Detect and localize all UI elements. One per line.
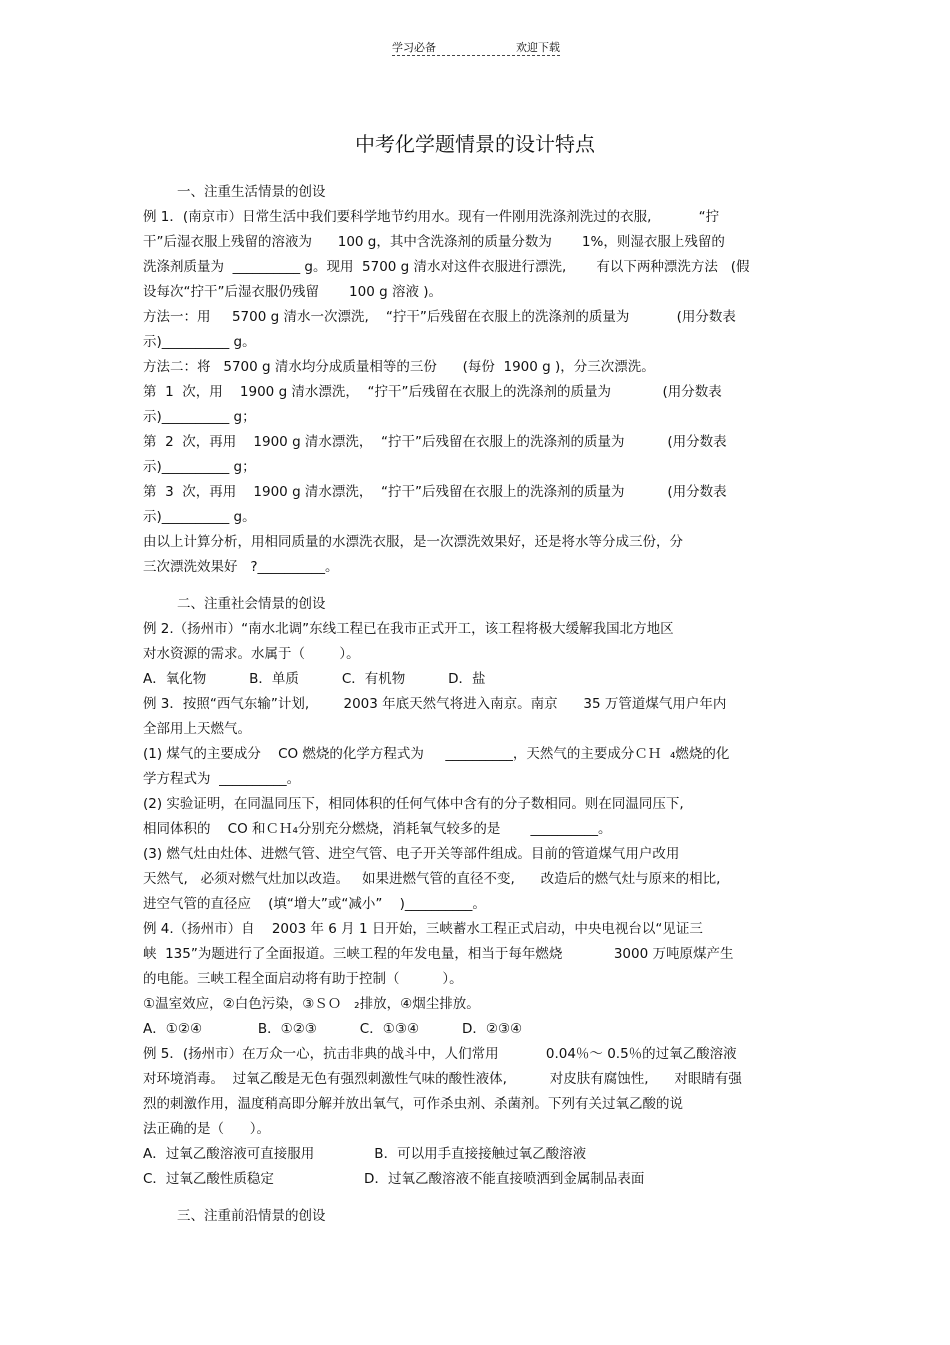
- section-heading: 三、注重前沿情景的创设: [177, 1208, 326, 1224]
- text-line: 的电能。三峡工程全面启动将有助于控制（ ）。: [143, 971, 463, 987]
- text-line: 由以上计算分析，用相同质量的水漂洗衣服，是一次漂洗效果好，还是将水等分成三份，分: [143, 534, 683, 550]
- text-line: 干”后湿衣服上残留的溶液为 100 g，其中含洗涤剂的质量分数为 1%，则湿衣服上残留的: [143, 234, 725, 250]
- section-2-body: [143, 617, 808, 1192]
- text-line: 烈的刺激作用，温度稍高即分解并放出氧气，可作杀虫剂、杀菌剂。下列有关过氧乙酸的说: [143, 1096, 683, 1112]
- header-right: 欢迎下载: [516, 41, 560, 54]
- text-line: 学方程式为 __________。: [143, 771, 301, 787]
- text-line: 全部用上天燃气。: [143, 721, 251, 737]
- text-line: C．过氧乙酸性质稳定 D．过氧乙酸溶液不能直接喷洒到金属制品表面: [143, 1171, 645, 1187]
- text-line: 峡 135”为题进行了全面报道。三峡工程的年发电量，相当于每年燃烧 3000 万吨原煤产生: [143, 946, 734, 962]
- text-line: 天然气, 必须对燃气灶加以改造。 如果进燃气管的直径不变, 改造后的燃气灶与原来的相比,: [143, 871, 721, 887]
- text-line: 设每次“拧干”后湿衣服仍残留 100 g 溶液 )。: [143, 284, 443, 300]
- document-body: [143, 180, 808, 1229]
- text-line: 例 5．(扬州市）在万众一心，抗击非典的战斗中，人们常用 0.04％～ 0.5％的过氧乙酸溶液: [143, 1046, 737, 1062]
- header-divider: [392, 55, 560, 56]
- text-line: 相同体积的 CO 和ＣＨ₄分别充分燃烧，消耗氧气较多的是 __________。: [143, 821, 612, 837]
- text-line: 三次漂洗效果好 ?__________。: [143, 559, 339, 575]
- section-1-body: [143, 205, 808, 580]
- text-line: 方法二：将 5700 g 清水均分成质量相等的三份 (每份 1900 g )，分三次漂洗。: [143, 359, 655, 375]
- text-line: 第 1 次，用 1900 g 清水漂洗， “拧干”后残留在衣服上的洗涤剂的质量为 (用分数表: [143, 384, 722, 400]
- text-line: 示)__________ g；: [143, 459, 256, 475]
- text-line: A．氧化物 B．单质 C．有机物 D．盐: [143, 671, 486, 687]
- text-line: 例 4.（扬州市）自 2003 年 6 月 1 日开始，三峡蓄水工程正式启动，中央电视台以“见证三: [143, 921, 703, 937]
- text-line: 对水资源的需求。水属于（ ）。: [143, 646, 360, 662]
- text-line: 法正确的是（ ）。: [143, 1121, 270, 1137]
- text-line: 例 1．(南京市）日常生活中我们要科学地节约用水。现有一件刚用洗涤剂洗过的衣服, “拧: [143, 209, 720, 225]
- text-line: (1) 煤气的主要成分 CO 燃烧的化学方程式为 __________，天然气的主要成分ＣＨ ₄燃烧的化: [143, 746, 730, 762]
- text-line: 示)__________ g；: [143, 409, 256, 425]
- document-title: 中考化学题情景的设计特点: [355, 132, 595, 156]
- text-line: 进空气管的直径应 (填“增大”或“减小” )__________。: [143, 896, 486, 912]
- text-line: (2) 实验证明，在同温同压下，相同体积的任何气体中含有的分子数相同。则在同温同压下,: [143, 796, 684, 812]
- text-line: 对环境消毒。 过氧乙酸是无色有强烈刺激性气味的酸性液体, 对皮肤有腐蚀性, 对眼睛有强: [143, 1071, 742, 1087]
- section-heading: 二、注重社会情景的创设: [177, 596, 326, 612]
- text-line: 例 3．按照“西气东输”计划, 2003 年底天然气将进入南京。南京 35 万管道煤气用户年内: [143, 696, 727, 712]
- text-line: 洗涤剂质量为 __________ g。现用 5700 g 清水对这件衣服进行漂洗, 有以下两种漂洗方法 (假: [143, 259, 750, 275]
- text-line: (3) 燃气灶由灶体、进燃气管、进空气管、电子开关等部件组成。目前的管道煤气用户改用: [143, 846, 680, 862]
- text-line: 例 2.（扬州市）“南水北调”东线工程已在我市正式开工，该工程将极大缓解我国北方地区: [143, 621, 674, 637]
- text-line: 示)__________ g。: [143, 334, 256, 350]
- text-line: A．过氧乙酸溶液可直接服用 B．可以用手直接接触过氧乙酸溶液: [143, 1146, 587, 1162]
- section-heading: 一、注重生活情景的创设: [177, 184, 326, 200]
- text-line: 示)__________ g。: [143, 509, 256, 525]
- text-line: ①温室效应，②白色污染，③ＳＯ ₂排放，④烟尘排放。: [143, 996, 480, 1012]
- header-left: 学习必备: [392, 41, 436, 54]
- text-line: 第 2 次，再用 1900 g 清水漂洗， “拧干”后残留在衣服上的洗涤剂的质量为 (用分数表: [143, 434, 727, 450]
- text-line: 方法一：用 5700 g 清水一次漂洗, “拧干”后残留在衣服上的洗涤剂的质量为 (用分数表: [143, 309, 736, 325]
- text-line: 第 3 次，再用 1900 g 清水漂洗， “拧干”后残留在衣服上的洗涤剂的质量为 (用分数表: [143, 484, 727, 500]
- text-line: A．①②④ B．①②③ C．①③④ D．②③④: [143, 1021, 523, 1037]
